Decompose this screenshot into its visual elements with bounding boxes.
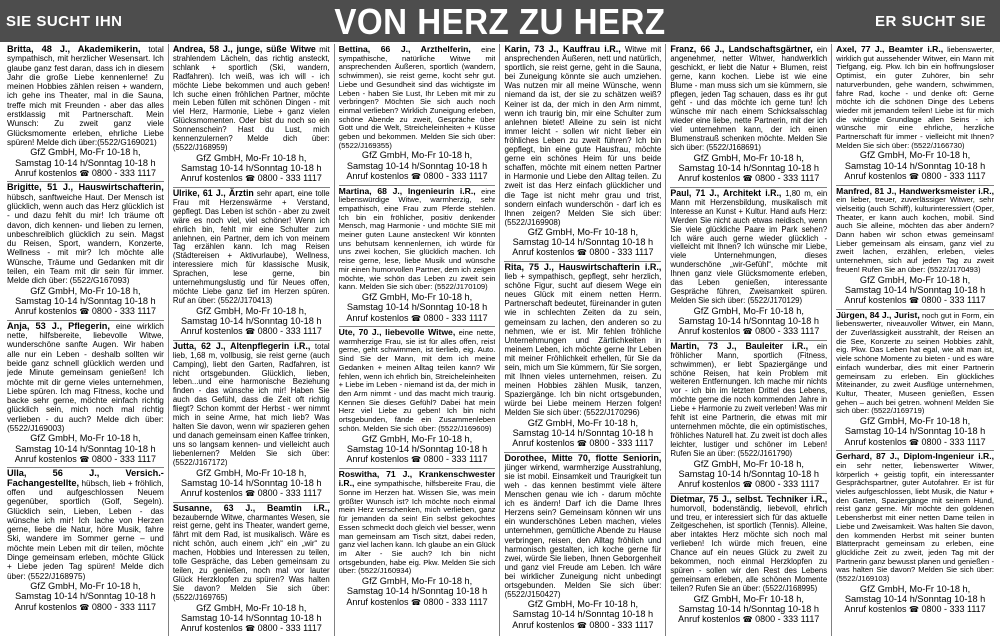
ad-headline: Britta, 48 J., Akademikerin, (7, 44, 141, 54)
ad-headline: Martina, 68 J., Ingenieurin i.R., (338, 185, 476, 196)
ad-body (7, 183, 164, 285)
ad-company: GfZ GmbH, Mo-Fr 10-18 h, (693, 593, 804, 604)
ad-phone-number[interactable]: 0800 - 333 1117 (589, 619, 654, 630)
ad-call-label: Anruf kostenlos (346, 312, 409, 323)
ad-headline: Ulrike, 61 J., Ärztin (172, 187, 254, 198)
ad-company: GfZ GmbH, Mo-Fr 10-18 h, (30, 147, 141, 158)
ad-company: GfZ GmbH, Mo-Fr 10-18 h, (527, 417, 639, 428)
personal-ad (339, 327, 496, 469)
ad-headline: Ute, 70 J., liebevolle Witwe, (338, 327, 456, 338)
ad-headline: Dietmar, 75 J., selbst. Techniker i.R., (670, 493, 828, 504)
ad-headline: Jürgen, 84 J., Jurist, (836, 309, 920, 320)
personal-ad (836, 451, 994, 618)
ad-body (836, 452, 994, 584)
ad-call-label: Anruf kostenlos (678, 326, 741, 337)
personal-ad (670, 44, 827, 188)
personal-ad (836, 44, 994, 186)
ad-call-line (670, 173, 827, 185)
ad-phone-number[interactable]: 0800 - 333 1117 (755, 326, 820, 337)
personal-ad (173, 503, 330, 636)
phone-icon: ☎ (410, 455, 421, 465)
ad-headline: Manfred, 81 J., Handwerksmeister i.R., (836, 185, 994, 196)
personal-ad (7, 44, 164, 182)
page-title: VON HERZ ZU HERZ (334, 1, 666, 42)
personal-ad (670, 341, 827, 494)
ad-call-label: Anruf kostenlos (346, 454, 409, 465)
ad-call-line (339, 454, 496, 466)
ad-call-label: Anruf kostenlos (678, 614, 741, 625)
phone-icon: ☎ (908, 605, 919, 615)
ad-body (173, 45, 330, 153)
ad-description: noch gut in Form, ein liebenswerter, niveauvoller Witwer, ein Mann, der Zuverlässigkeit ausstrahlt, der Reisen an die See, Konzerte zu seinen Hobbies zählt, eig. Pkw. Das Leben hat egal, wie alt man ist, viele schöne Momente zu bieten - und es wäre einfach wunderbar, dies mit einer Partnerin gemeinsam zu erleben. Ein glückliches Miteinander, zu zweit Ausflüge unternehmen, Kultur, Theater, Museen genießen, Essen gehen – auch bei getren. wohnen! Melden Sie sich über: (5522/J169719) (836, 310, 994, 416)
ad-headline: Dorothee, Mitte 70, flotte Seniorin, (504, 452, 662, 463)
ad-phone-number[interactable]: 0800 - 333 1117 (589, 247, 654, 258)
ad-call-line (173, 488, 330, 500)
ad-call-label: Anruf kostenlos (512, 619, 575, 630)
ad-hours: Samstag 10-14 h/Sonntag 10-18 h (15, 157, 156, 168)
ad-call-line (836, 604, 994, 616)
personal-ad (836, 186, 994, 310)
ad-column (3, 44, 169, 636)
ad-call-label: Anruf kostenlos (678, 173, 741, 184)
ad-hours: Samstag 10-14 h/Sonntag 10-18 h (844, 426, 986, 437)
ad-call-label: Anruf kostenlos (346, 171, 409, 182)
ad-phone-number[interactable]: 0800 - 333 1117 (91, 601, 157, 612)
ad-description: ein angenehmer, netter Witwer, handwerklich geschickt, er liebt die Natur + Blumen, reist gerne, kann kochen. Liebe ist wie eine Blume - man muss sich um sie kümmern, sie pflegen, jeden Tag schauen, dass es ihr gut geht - und das möchte ich gerne tun! Ich wünsche mir nach einem Schicksalsschlag wieder eine liebe, nette Partnerin, mit der ich viel unternehmen kann, der ich einen Blumenstrauß schenken möchte. Melden Sie sich über: (5522/J168691) (670, 45, 828, 152)
ad-headline: Gerhard, 87 J., Diplom-Ingenieur i.R., (836, 451, 994, 462)
ad-body (670, 189, 827, 306)
ad-body (670, 45, 827, 153)
ad-company: GfZ GmbH, Mo-Fr 10-18 h, (196, 152, 307, 163)
ad-phone-number[interactable]: 0800 - 333 1117 (257, 173, 322, 184)
ad-call-line (339, 171, 496, 183)
ad-hours: Samstag 10-14 h/Sonntag 10-18 h (512, 609, 654, 620)
ad-phone-number[interactable]: 0800 - 333 1117 (755, 614, 820, 625)
personal-ad (339, 469, 496, 611)
ad-call-line (836, 437, 994, 449)
ad-hours: Samstag 10-14 h/Sonntag 10-18 h (15, 295, 156, 306)
ad-call-line (339, 597, 496, 609)
ad-call-label: Anruf kostenlos (512, 247, 575, 258)
ad-hours: Samstag 10-14 h/Sonntag 10-18 h (346, 443, 488, 454)
ad-description: 1,80 m, ein Mann mit Herzensbildung, musikalisch mit Interesse an Kunst + Kultur. Hand aufs Herz: Werden Sie nicht auch etwas neidisch, wenn Sie viele glückliche Paare im Park sehen? Ich wäre auch gerne wieder glücklich - vielleicht mit Ihnen? Ich wünsche mir Liebe, viele Unternehmungen, dieses wunderschöne „wir-Gefühl“, möchte mit Ihnen ganz viele Glücksmomente erleben, das Leben genießen, interessante Gespräche führen, Zweisamkeit spüren. Melden Sie sich über: (5522/J170129) (670, 188, 828, 305)
ad-description: lieb + sympathisch, gepflegt, sehr herzlich, schöne Figur, sucht auf diesem Wege ein neues Glück mit einem netten Herrn. Partnerschaft bedeutet, füreinander in guten wie in schlechten Zeiten da zu sein, gemeinsam zu lachen, den anderen so zu nehmen, wie er ist. Mir fehlen fröhliche Unternehmungen und Zärtlichkeiten in meinem Leben, ich möchte gerne Ihr Leben mit meiner Fröhlichkeit erhellen, für Sie da sein, mich um Sie kümmern, für Sie sorgen, mit Ihnen vieles unternehmen, reisen. Zu meinen Hobbies zählen Musik, tanzen, Spaziergänge. Ich bin nicht ortsgebunden, würde bei Liebe meinem Herzen folgen! Melden Sie sich über: (5522/J170296) (504, 272, 662, 418)
ad-call-label: Anruf kostenlos (346, 596, 409, 607)
ad-call-line (173, 326, 330, 338)
ad-call-line (670, 326, 827, 338)
ad-body (670, 342, 827, 459)
ad-call-label: Anruf kostenlos (14, 167, 77, 178)
ad-hours: Samstag 10-14 h/Sonntag 10-18 h (678, 468, 819, 479)
ad-company: GfZ GmbH, Mo-Fr 10-18 h, (693, 458, 804, 469)
ad-headline: Anja, 53 J., Pflegerin, (7, 320, 110, 331)
ad-headline: Brigitte, 51 J., Hauswirtschafterin, (7, 182, 164, 193)
phone-icon: ☎ (245, 624, 256, 634)
ad-company: GfZ GmbH, Mo-Fr 10-18 h, (196, 602, 307, 613)
ad-description: jünger wirkend, warmherzige Ausstrahlung, sie ist mobil. Einsamkeit und Traurigkeit tun weh - das kennen bestimmt viele ältere Menschen genau wie ich - darum möchte ich es ändern! Darf ich die Dame Ihres Herzens sein? Gemeinsam können wir uns ein wunderschönes Leben machen, vieles unternehmen, gemütliche Abende zu Hause verbringen, reisen, den Alltag fröhlich und harmonisch gestalten, ich koche gerne für zwei, würde Sie lieben, Ihnen Geborgenheit und ganz viel Freude am Leben. Ich wäre bei wirklicher Zuneigung nicht unbedingt ortsgebunden. Melden Sie sich über: (5522/J150427) (504, 462, 662, 600)
ad-description: eine sympathische, natürliche Witwe mit ansprechenden Äußeren, sportlich (wandern, schwimmen), sie reist gerne, kocht sehr gut. Liebe und Gesundheit sind das wichtigste im Leben - haben Sie Lust, Ihr Leben mit mir zu verbringen? Möchten Sie sich auch noch einmal verlieben? Wirklich Zuneigung erleben, schöne Abende zu zweit, Gespräche über Gott und die Welt, Streicheleinheiten + Küsse geben und bekommen. Melden Sie sich über: (5522/J169355) (338, 45, 496, 150)
ad-hours: Samstag 10-14 h/Sonntag 10-18 h (844, 594, 986, 605)
ad-company: GfZ GmbH, Mo-Fr 10-18 h, (361, 291, 473, 302)
ad-headline: Jutta, 62 J., Altenpflegerin i.R., (172, 340, 311, 351)
ad-hours: Samstag 10-14 h/Sonntag 10-18 h (678, 316, 819, 327)
ad-phone-number[interactable]: 0800 - 333 1117 (921, 295, 986, 306)
header-left-label: SIE SUCHT IHN (6, 13, 123, 30)
ad-call-line (504, 438, 661, 450)
ad-description: ein lieber, treuer, zuverlässiger Witwer, sehr vielseitig (auch Schiff), kulturinteressiert (Oper, Theater, er kann auch kochen, mobil. Sind auch Sie alleine, möchten das aber ändern? Dann haben wir schon etwas gemeinsam! Lieber gemeinsam als einsam, ganz viel zu zweit lachen, erzählen, erleben, vieles unternehmen, sich auf jeden Tag zu zweit freuen! Rufen Sie an über: (5522/J170493) (836, 195, 994, 274)
personal-ad (670, 494, 827, 628)
ad-call-label: Anruf kostenlos (844, 604, 907, 615)
ad-call-label: Anruf kostenlos (14, 453, 77, 464)
ad-description: hübsch, lieb + fröhlich, offen und aufgeschlossen Neuem gegenüber, sportlich (Golf, Segeln). Glücklich sein, Lieben, Leben - das wünsche ich mir! Ich lache von Herzen gerne, liebe die Natur, höre Musik, fahre Ski, wandere im Sommer gerne – und möchte mein Leben mit dir teilen, möchte Dinge gemeinsam erleben, möchte Glück + Liebe jeden Tag spüren! Melde dich über: (5522/J168975) (7, 478, 164, 581)
ad-call-line (836, 171, 994, 183)
ad-call-label: Anruf kostenlos (180, 173, 243, 184)
ad-body (339, 470, 496, 576)
ad-body (173, 189, 330, 306)
ad-call-line (504, 247, 661, 259)
ad-description: eine wirklich nette, hilfsbereite, liebevolle Witwe, wunderschöne sanfte Augen. Wir haben alle nur ein Leben - deshalb sollten wir beide ganz schnell glücklich werden und jede Minute gemeinsam genießen! Ich möchte mit dir gerne vieles unternehmen, Liebe spüren. Ich mag Fitness, koche und backe sehr gerne, möchte einfach richtig glücklich sein, mich noch mal richtig verlieben - du auch? Melde dich über: (5522/J169003) (7, 321, 164, 433)
personal-ad (173, 188, 330, 341)
ad-company: GfZ GmbH, Mo-Fr 10-18 h, (196, 305, 307, 316)
ad-phone-number[interactable]: 0800 - 333 1117 (257, 623, 322, 634)
personal-ad (504, 453, 661, 634)
phone-icon: ☎ (79, 307, 90, 317)
ad-description: total lieb, 1,68 m, vollbusig, sie reist gerne (auch Camping), liebt den Garten, Radfahren, ist nicht ortsgebunden. Glücklich, lieben, leben...und eine harmonische Beziehung finden - das wünsche ich mir! Haben Sie auch das Gefühl, dass die Zeit oft richtig fliegt? Schon kommt der Herbst - wer nimmt mich in seine Arme, hat mich lieb? Was halten Sie davon, wenn wir spazieren gehen und danach gemeinsam einen Kaffee trinken, uns so langsam kennen- und vielleicht auch liebenlernen? Melden Sie sich über: (5522/J167172) (172, 341, 330, 467)
ad-phone-number[interactable]: 0800 - 333 1117 (257, 326, 322, 337)
phone-icon: ☎ (79, 168, 90, 178)
ad-call-label: Anruf kostenlos (844, 295, 907, 306)
ad-company: GfZ GmbH, Mo-Fr 10-18 h, (693, 152, 804, 163)
ad-call-label: Anruf kostenlos (844, 171, 907, 182)
ad-hours: Samstag 10-14 h/Sonntag 10-18 h (678, 163, 819, 174)
ad-column (832, 44, 998, 636)
phone-icon: ☎ (742, 615, 753, 625)
ad-headline: Karin, 73 J., Kauffrau i.R., (504, 44, 621, 54)
ad-hours: Samstag 10-14 h/Sonntag 10-18 h (844, 160, 986, 171)
ad-phone-number[interactable]: 0800 - 333 1117 (755, 479, 820, 490)
ad-body (339, 187, 496, 292)
ad-phone-number[interactable]: 0800 - 333 1117 (257, 488, 322, 499)
phone-icon: ☎ (742, 327, 753, 337)
ad-company: GfZ GmbH, Mo-Fr 10-18 h, (859, 150, 971, 161)
ad-phone-number[interactable]: 0800 - 333 1117 (921, 604, 986, 615)
ad-description: liebenswerter, wirklich gut aussehender Witwer, ein Mann mit Tiefgang, eig. Pkw. Ich bin ein hoffnungsloser Optimist, ein guter Zuhörer, bin sehr naturverbunden, gehe wandern, schwimmen, fahre Rad, koche - und denke oft: Gerne möchte ich die schönen Dinge des Lebens wieder mit jemandem teilen! Liebe ist für mich die wichtige Grundlage allen Seins - ich wünsche mir eine ehrliche, herzliche Partnerschaft für immer - vielleicht mit Ihnen? Melden Sie sich über: (5522/J166730) (836, 45, 994, 150)
personal-ad (670, 188, 827, 341)
ad-company: GfZ GmbH, Mo-Fr 10-18 h, (693, 305, 804, 316)
ad-call-line (173, 173, 330, 185)
phone-icon: ☎ (245, 174, 256, 184)
phone-icon: ☎ (410, 597, 421, 607)
personal-ad (504, 262, 661, 453)
phone-icon: ☎ (410, 313, 421, 323)
phone-icon: ☎ (908, 172, 919, 182)
phone-icon: ☎ (908, 437, 919, 447)
ad-phone-number[interactable]: 0800 - 333 1117 (589, 438, 654, 449)
personal-ad (7, 182, 164, 320)
ad-headline: Susanne, 63 J., Beamtin i.R., (172, 502, 330, 513)
personal-ad (504, 44, 661, 262)
ad-phone-number[interactable]: 0800 - 333 1117 (423, 596, 488, 607)
phone-icon: ☎ (410, 172, 421, 182)
ad-call-label: Anruf kostenlos (14, 306, 77, 317)
personal-ad (173, 341, 330, 503)
ad-call-label: Anruf kostenlos (512, 438, 575, 449)
ad-phone-number[interactable]: 0800 - 333 1117 (91, 306, 157, 317)
ad-description: Witwe mit ansprechenden Äußeren, nett und natürlich, sportlich, sie reist gerne, geht in die Sauna, bei Zuneigung könnte sie auch umziehen. Was nutzen mir all meine Wünsche, wenn niemand da ist, der sie zu schätzen weiß? Keiner ist da, der mich in den Arm nimmt, wenn ich traurig bin, mir eine Schulter zum anlehnen bietet! Alleine zu sein ist nicht immer leicht - sollen wir nicht lieber ein fröhliches Leben zu zweit führen? Ich bin gepflegt, bin eine gute Hausfrau, möchte gerne ein schönes Heim für uns beide schaffen, möchte mit einem netten Partner in Harmonie und Liebe den Alltag teilen. Zu zweit ist das Herz einfach glücklicher und die Tage ist nicht mehr grau und trist, sondern einfach wunderschön - darf ich es Ihnen zeigen? Melden Sie sich über: (5522/J169908) (504, 45, 662, 227)
ad-headline: Rita, 75 J., Hauswirtschafterin i.R., (504, 261, 662, 272)
ad-column (666, 44, 832, 636)
ad-phone-number[interactable]: 0800 - 333 1117 (91, 167, 157, 178)
ad-body (836, 187, 994, 275)
ad-company: GfZ GmbH, Mo-Fr 10-18 h, (527, 599, 639, 610)
ad-hours: Samstag 10-14 h/Sonntag 10-18 h (346, 586, 488, 597)
phone-icon: ☎ (576, 439, 587, 449)
ad-description: eine sympathische, hilfsbereite Frau, die Sonne im Herzen hat. Wissen Sie, was mein größter Wunsch ist? Ich möchte noch einmal mein Herz verschenken, mich verlieben, ganz für jemanden da sein! Ein selbst gekochtes Essen schmeckt doch gleich viel besser, wenn man gemeinsam am Tisch sitzt, dabei reden, ganz viel lachen kann. Ich glaube an ein Glück im Alter - Sie auch? Ich bin nicht ortsgebunden, habe eig. Pkw. Melden Sie sich über: (5522/J160934) (338, 479, 496, 576)
ad-call-label: Anruf kostenlos (844, 436, 907, 447)
personal-ad (7, 468, 164, 615)
personal-ad (7, 321, 164, 469)
ad-call-line (504, 620, 661, 632)
ad-headline: Bettina, 66 J., Arzthelferin, (338, 44, 471, 54)
ad-body (504, 45, 661, 227)
ad-description: sehr apart, eine tolle Frau mit Herzenswärme + Verstand, gepflegt. Das Leben ist schön - aber zu zweit wäre es noch viel, viel schöner! Wenn ich ehrlich bin, fehlt mir eine Schulter zum anlehnen, ein Partner, dem ich von meinem Tag erzählen kann. Ich mag Reisen (Städtereisen + Aktivurlaube), Wellness, interessiere mich für klassische Musik, Sprachen, lese gerne, bin unternehmungslustig und für Neues offen, möchte Liebe ganz tief im Herzen spüren. Ruf an über: (5522/J170413) (172, 188, 330, 305)
ad-hours: Samstag 10-14 h/Sonntag 10-18 h (181, 477, 322, 488)
ad-body (173, 504, 330, 603)
ad-call-line (7, 602, 164, 614)
ad-call-line (173, 623, 330, 635)
ad-hours: Samstag 10-14 h/Sonntag 10-18 h (346, 160, 488, 171)
ad-headline: Axel, 77 J., Beamter i.R., (836, 44, 944, 54)
ad-hours: Samstag 10-14 h/Sonntag 10-18 h (15, 591, 156, 602)
ad-phone-number[interactable]: 0800 - 333 1117 (423, 312, 488, 323)
ad-call-label: Anruf kostenlos (14, 601, 77, 612)
ad-company: GfZ GmbH, Mo-Fr 10-18 h, (859, 274, 971, 285)
ad-company: GfZ GmbH, Mo-Fr 10-18 h, (30, 580, 141, 591)
ad-description: humorvoll, bodenständig, liebevoll, ehrlich und treu, er interessiert sich für das aktuelle Zeitgeschehen, ist sportlich (Tennis). Alleine, aber intaktes Herz möchte sich noch mal verlieben! Ich würde mich freuen, eine Chance auf ein neues Glück zu zweit zu bekommen, noch einmal Herzklopfen zu spüren - sollen wir den Rest des Lebens gemeinsam erleben, alle schönen Momente teilen? Rufen Sie an über: (5522/J168995) (670, 503, 828, 593)
ad-company: GfZ GmbH, Mo-Fr 10-18 h, (361, 576, 473, 587)
ad-phone-number[interactable]: 0800 - 333 1117 (921, 436, 986, 447)
ad-body (504, 263, 661, 418)
ad-hours: Samstag 10-14 h/Sonntag 10-18 h (512, 237, 654, 248)
ad-call-label: Anruf kostenlos (180, 488, 243, 499)
phone-icon: ☎ (79, 602, 90, 612)
personal-ad (173, 44, 330, 188)
ad-description: eine nette, warmherzige Frau, sie ist für alles offen, reist gerne, geht schwimmen, ist tierlieb, eig. Auto. Sind Sie der Mann, mit dem ich meine Gedanken + meinen Alltag teilen kann? Wir fehlen, wenn ich ehrlich bin, Streicheleinheiten + Liebe im Leben - niemand ist da, der mich in den Arm nimmt - und das macht mich traurig. Kennen Sie dieses Gefühl? Dabei hat mein Herz viel Liebe zu geben! Ich bin nicht ortsgebunden, fände ein Zusammenleben schön. Melden Sie sich über: (5522/J169609) (338, 328, 496, 433)
ad-headline: Martin, 73 J., Bauleiter i.R., (670, 340, 809, 351)
phone-icon: ☎ (576, 620, 587, 630)
ad-company: GfZ GmbH, Mo-Fr 10-18 h, (859, 583, 971, 594)
phone-icon: ☎ (245, 327, 256, 337)
ad-call-line (7, 168, 164, 180)
ad-call-line (7, 454, 164, 466)
personal-ad (339, 44, 496, 186)
ad-description: total sympathisch, mit herzlicher Wesensart. Ich glaube ganz fest daran, dass ich in diesem Jahr die große Liebe kennenlerne! Zu meinen Hobbies zählen reisen + wandern, ich gehe ins Theater, mal in die Sauna, treffe mich mit Freunden - aber das alles erstklassig mit Partnerschaft. Mein Wunsch: Zu zweit ganz viele Glücksmomente erleben, ehrliche Liebe spüren! Melde dich über:(5522/G169021) (7, 45, 164, 147)
ad-phone-number[interactable]: 0800 - 333 1117 (755, 173, 820, 184)
ad-body (836, 311, 994, 416)
ad-description: bezaubernde Witwe, charmantes Wesen, sie reist gerne, geht ins Theater, wandert gerne, fährt mit dem Rad, ist musikalisch. Wäre es nicht schön, auch einem „ich“ ein „wir“ zu machen, Hobbies und Interessen zu teilen, tolle Gespräche, das Leben gemeinsam zu teilen, zu genießen, noch mal vor lauter Glück Herzklopfen zu spüren? Was halten Sie davon? Melden Sie sich über: (5522/J169765) (172, 512, 330, 602)
ad-column (335, 44, 501, 636)
ad-company: GfZ GmbH, Mo-Fr 10-18 h, (361, 433, 473, 444)
ad-hours: Samstag 10-14 h/Sonntag 10-18 h (181, 163, 322, 174)
ad-column (500, 44, 666, 636)
ad-hours: Samstag 10-14 h/Sonntag 10-18 h (181, 316, 322, 327)
page-header (0, 0, 1000, 42)
ad-description: eine liebenswürdige Witwe, warmherzig, sehr empathisch, eine Frau zum Pferde stehlen. Ich bin ein fröhlicher, positiv denkender Mensch, mag Harmonie - und möchte SIE mit meiner guten Laune anstecken! Wir könnten uns behutsam kennenlernen, ich würde für uns zwei kochen, Sie glücklich machen. Ich reise gerne, lese, liebe Musik und wünsche mir einen humorvollen Partner, dem ich zeigen möchte, wie schön das Leben zu zweit sein kann. Melden Sie sich über: (5522/J170109) (338, 186, 496, 292)
personal-ad (339, 186, 496, 328)
ad-company: GfZ GmbH, Mo-Fr 10-18 h, (527, 226, 639, 237)
ad-hours: Samstag 10-14 h/Sonntag 10-18 h (844, 284, 986, 295)
phone-icon: ☎ (576, 248, 587, 258)
ad-headline: Paul, 71 J., Architekt i.R., (670, 187, 782, 198)
ad-call-line (836, 295, 994, 307)
ad-company: GfZ GmbH, Mo-Fr 10-18 h, (30, 285, 141, 296)
phone-icon: ☎ (742, 174, 753, 184)
ad-body (339, 328, 496, 433)
ad-call-line (339, 313, 496, 325)
ad-columns (3, 44, 998, 636)
ad-body (670, 495, 827, 594)
ad-call-label: Anruf kostenlos (180, 326, 243, 337)
ad-headline: Ulla, 56 J., Versich.-Fachangestellte, (7, 468, 164, 488)
ad-company: GfZ GmbH, Mo-Fr 10-18 h, (196, 467, 307, 478)
phone-icon: ☎ (79, 454, 90, 464)
ad-call-line (670, 614, 827, 626)
ad-headline: Franz, 66 J., Landschaftsgärtner, (670, 44, 813, 54)
ad-company: GfZ GmbH, Mo-Fr 10-18 h, (361, 150, 473, 161)
header-right-label: ER SUCHT SIE (874, 13, 986, 30)
ad-body (7, 469, 164, 581)
ad-hours: Samstag 10-14 h/Sonntag 10-18 h (346, 302, 488, 313)
personal-ad (836, 310, 994, 452)
ad-hours: Samstag 10-14 h/Sonntag 10-18 h (15, 443, 156, 454)
ad-body (339, 45, 496, 150)
ad-body (7, 45, 164, 147)
ad-call-label: Anruf kostenlos (678, 479, 741, 490)
ad-description: hübsch, sanftweiche Haut. Der Mensch ist glücklich, wenn auch das Herz glücklich ist - und dazu fehlt du mir! Ich träume oft davon, dich kennen- und lieben zu lernen, unbeschreiblich glücklich zu sein. Magst du Reisen, Sport, wandern, Konzerte, Wellness - mit mir? Ich möchte alle Wünsche, Träume und Gedanken mit dir teilen, ein Team mit dir sein für immer. Melde dich über: (5522/G167093) (7, 192, 164, 286)
ad-description: mit strahlendem Lächeln, das richtig ansteckt, schlank + sportlich (Ski, wandern, Radfahren). Ich weiß, was ich will - ich möchte Liebe bekommen und auch geben! Ich suche einen fröhlichen Partner, möchte mein Leben füllen mit schönen Dingen - mit viel Herz, Harmonie, Liebe + ganz vielen Glücksmomenten. Oder bist du noch so ein Sonnenschein? Hast du Lust, mich kennenzulernen? Melde dich über: (5522/J168959) (172, 45, 330, 152)
ad-hours: Samstag 10-14 h/Sonntag 10-18 h (512, 427, 654, 438)
ad-body (504, 454, 661, 600)
ad-hours: Samstag 10-14 h/Sonntag 10-18 h (678, 603, 819, 614)
ad-body (836, 45, 994, 150)
ad-description: ein sehr netter, liebenswerter Witwer, körperlich + geistig topfit, ein interessanter Gesprächspartner, guter Autofahrer. Er ist für vieles aufgeschlossen, liebt Musik, die Natur + den Garten, Spaziergänge mit seinem Hund, reist ganz gerne. Mir möchte den goldenen Lebensherbst mit einer netten Dame teilen in Liebe und Zweisamkeit. Was halten Sie davon, den kommenden Herbst mit seiner bunten Blätterpracht gemeinsam zu erleben, eine glückliche Zeit zu zweit, jeden Tag mit der Partnerin ganz bewusst planen und genießen - was halten Sie davon? Melden Sie sich über: (5522/J169103) (836, 460, 994, 584)
ad-phone-number[interactable]: 0800 - 333 1117 (921, 171, 986, 182)
phone-icon: ☎ (742, 480, 753, 490)
ad-call-label: Anruf kostenlos (180, 623, 243, 634)
phone-icon: ☎ (245, 489, 256, 499)
ad-phone-number[interactable]: 0800 - 333 1117 (423, 454, 488, 465)
phone-icon: ☎ (908, 296, 919, 306)
ad-call-line (7, 306, 164, 318)
ad-call-line (670, 479, 827, 491)
ad-company: GfZ GmbH, Mo-Fr 10-18 h, (859, 416, 971, 427)
ad-description: ein fröhlicher Mann, sportlich (Fitness, schwimmen), er liebt Spaziergänge und schöne Reisen, hat kein Problem mit weiteren Entfernungen. Ich mache mir nichts vor - ich bin im letzten Drittel des Lebens, möchte gerne die noch kommenden Jahre in Liebe + Harmonie zu zweit verleben! Was mir fehlt ist eine Partnerin, die etwas mit mir unternehmen möchte, die ein optimistisches, fröhliches Naturell hat. Zu zweit ist doch alles leichter, lustiger und schöner im Leben! Rufen Sie an über: (5522/J161790) (670, 341, 828, 458)
ad-company: GfZ GmbH, Mo-Fr 10-18 h, (30, 433, 141, 444)
ad-hours: Samstag 10-14 h/Sonntag 10-18 h (181, 612, 322, 623)
ad-phone-number[interactable]: 0800 - 333 1117 (423, 171, 488, 182)
ad-phone-number[interactable]: 0800 - 333 1117 (91, 453, 157, 464)
ad-headline: Roswitha, 71 J., Krankenschwester i.R., (338, 468, 496, 489)
ad-column (169, 44, 335, 636)
ad-headline: Andrea, 58 J., junge, süße Witwe (172, 44, 316, 54)
ad-body (173, 342, 330, 468)
ad-body (7, 322, 164, 434)
